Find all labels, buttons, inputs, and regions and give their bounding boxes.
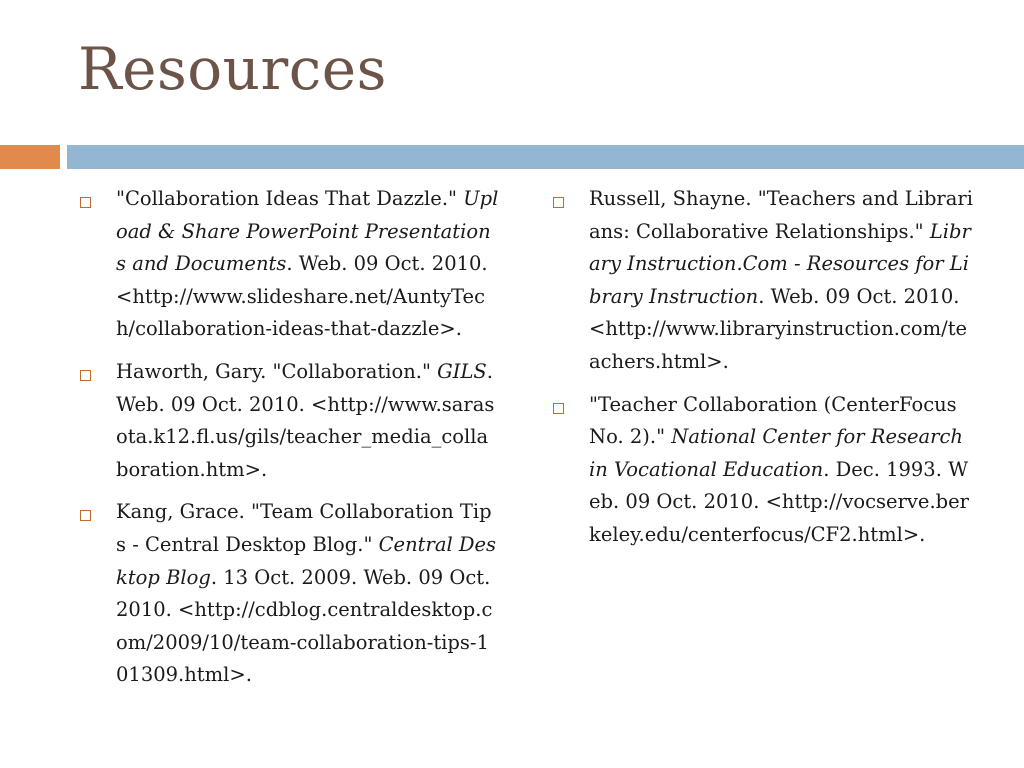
reference-item <box>553 389 973 552</box>
reference-item <box>80 356 500 486</box>
reference-source-title: Library Instruction.Com - Resources for Library Instruction <box>589 219 971 308</box>
reference-text: "Collaboration Ideas That Dazzle." <box>116 187 464 210</box>
references-right-column <box>553 183 973 562</box>
square-bullet-icon <box>553 197 564 208</box>
reference-details: . Dec. 1993. Web. 09 Oct. 2010. <http://vocserve.berkeley.edu/centerfocus/CF2.html>. <box>589 457 970 546</box>
reference-details: . Web. 09 Oct. 2010. <http://www.libraryinstruction.com/teachers.html>. <box>589 284 968 373</box>
reference-details: . Web. 09 Oct. 2010. <http://www.slideshare.net/AuntyTech/collaboration-ideas-that-dazzle>. <box>116 252 488 341</box>
accent-bar-blue <box>67 145 1024 169</box>
square-bullet-icon <box>80 510 91 521</box>
square-bullet-icon <box>80 370 91 381</box>
reference-text: Kang, Grace. "Team Collaboration Tips - Central Desktop Blog." <box>116 500 492 556</box>
reference-text: "Teacher Collaboration (CenterFocus No. 2)." <box>589 392 957 449</box>
square-bullet-icon <box>553 403 564 414</box>
reference-source-title: National Center for Research in Vocational Education <box>589 425 963 481</box>
reference-details: . 13 Oct. 2009. Web. 09 Oct. 2010. <http://cdblog.centraldesktop.com/2009/10/team-collaboration-tips-101309.html>. <box>116 565 493 687</box>
accent-bar-orange <box>0 145 60 169</box>
reference-source-title: Upload & Share PowerPoint Presentations and Documents <box>116 187 499 276</box>
reference-item <box>80 183 500 346</box>
reference-text: Haworth, Gary. "Collaboration." <box>116 359 438 383</box>
slide-title: Resources <box>78 35 387 103</box>
reference-item <box>553 183 973 379</box>
reference-text: Russell, Shayne. "Teachers and Librarians: Collaborative Relationships." <box>589 187 973 243</box>
references-left-column <box>80 183 500 702</box>
reference-item <box>80 496 500 692</box>
reference-source-title: GILS <box>437 359 487 383</box>
reference-source-title: Central Desktop Blog <box>116 532 497 589</box>
reference-details: . Web. 09 Oct. 2010. <http://www.sarasota.k12.fl.us/gils/teacher_media_collaboration.htm>. <box>116 359 495 481</box>
square-bullet-icon <box>80 197 91 208</box>
